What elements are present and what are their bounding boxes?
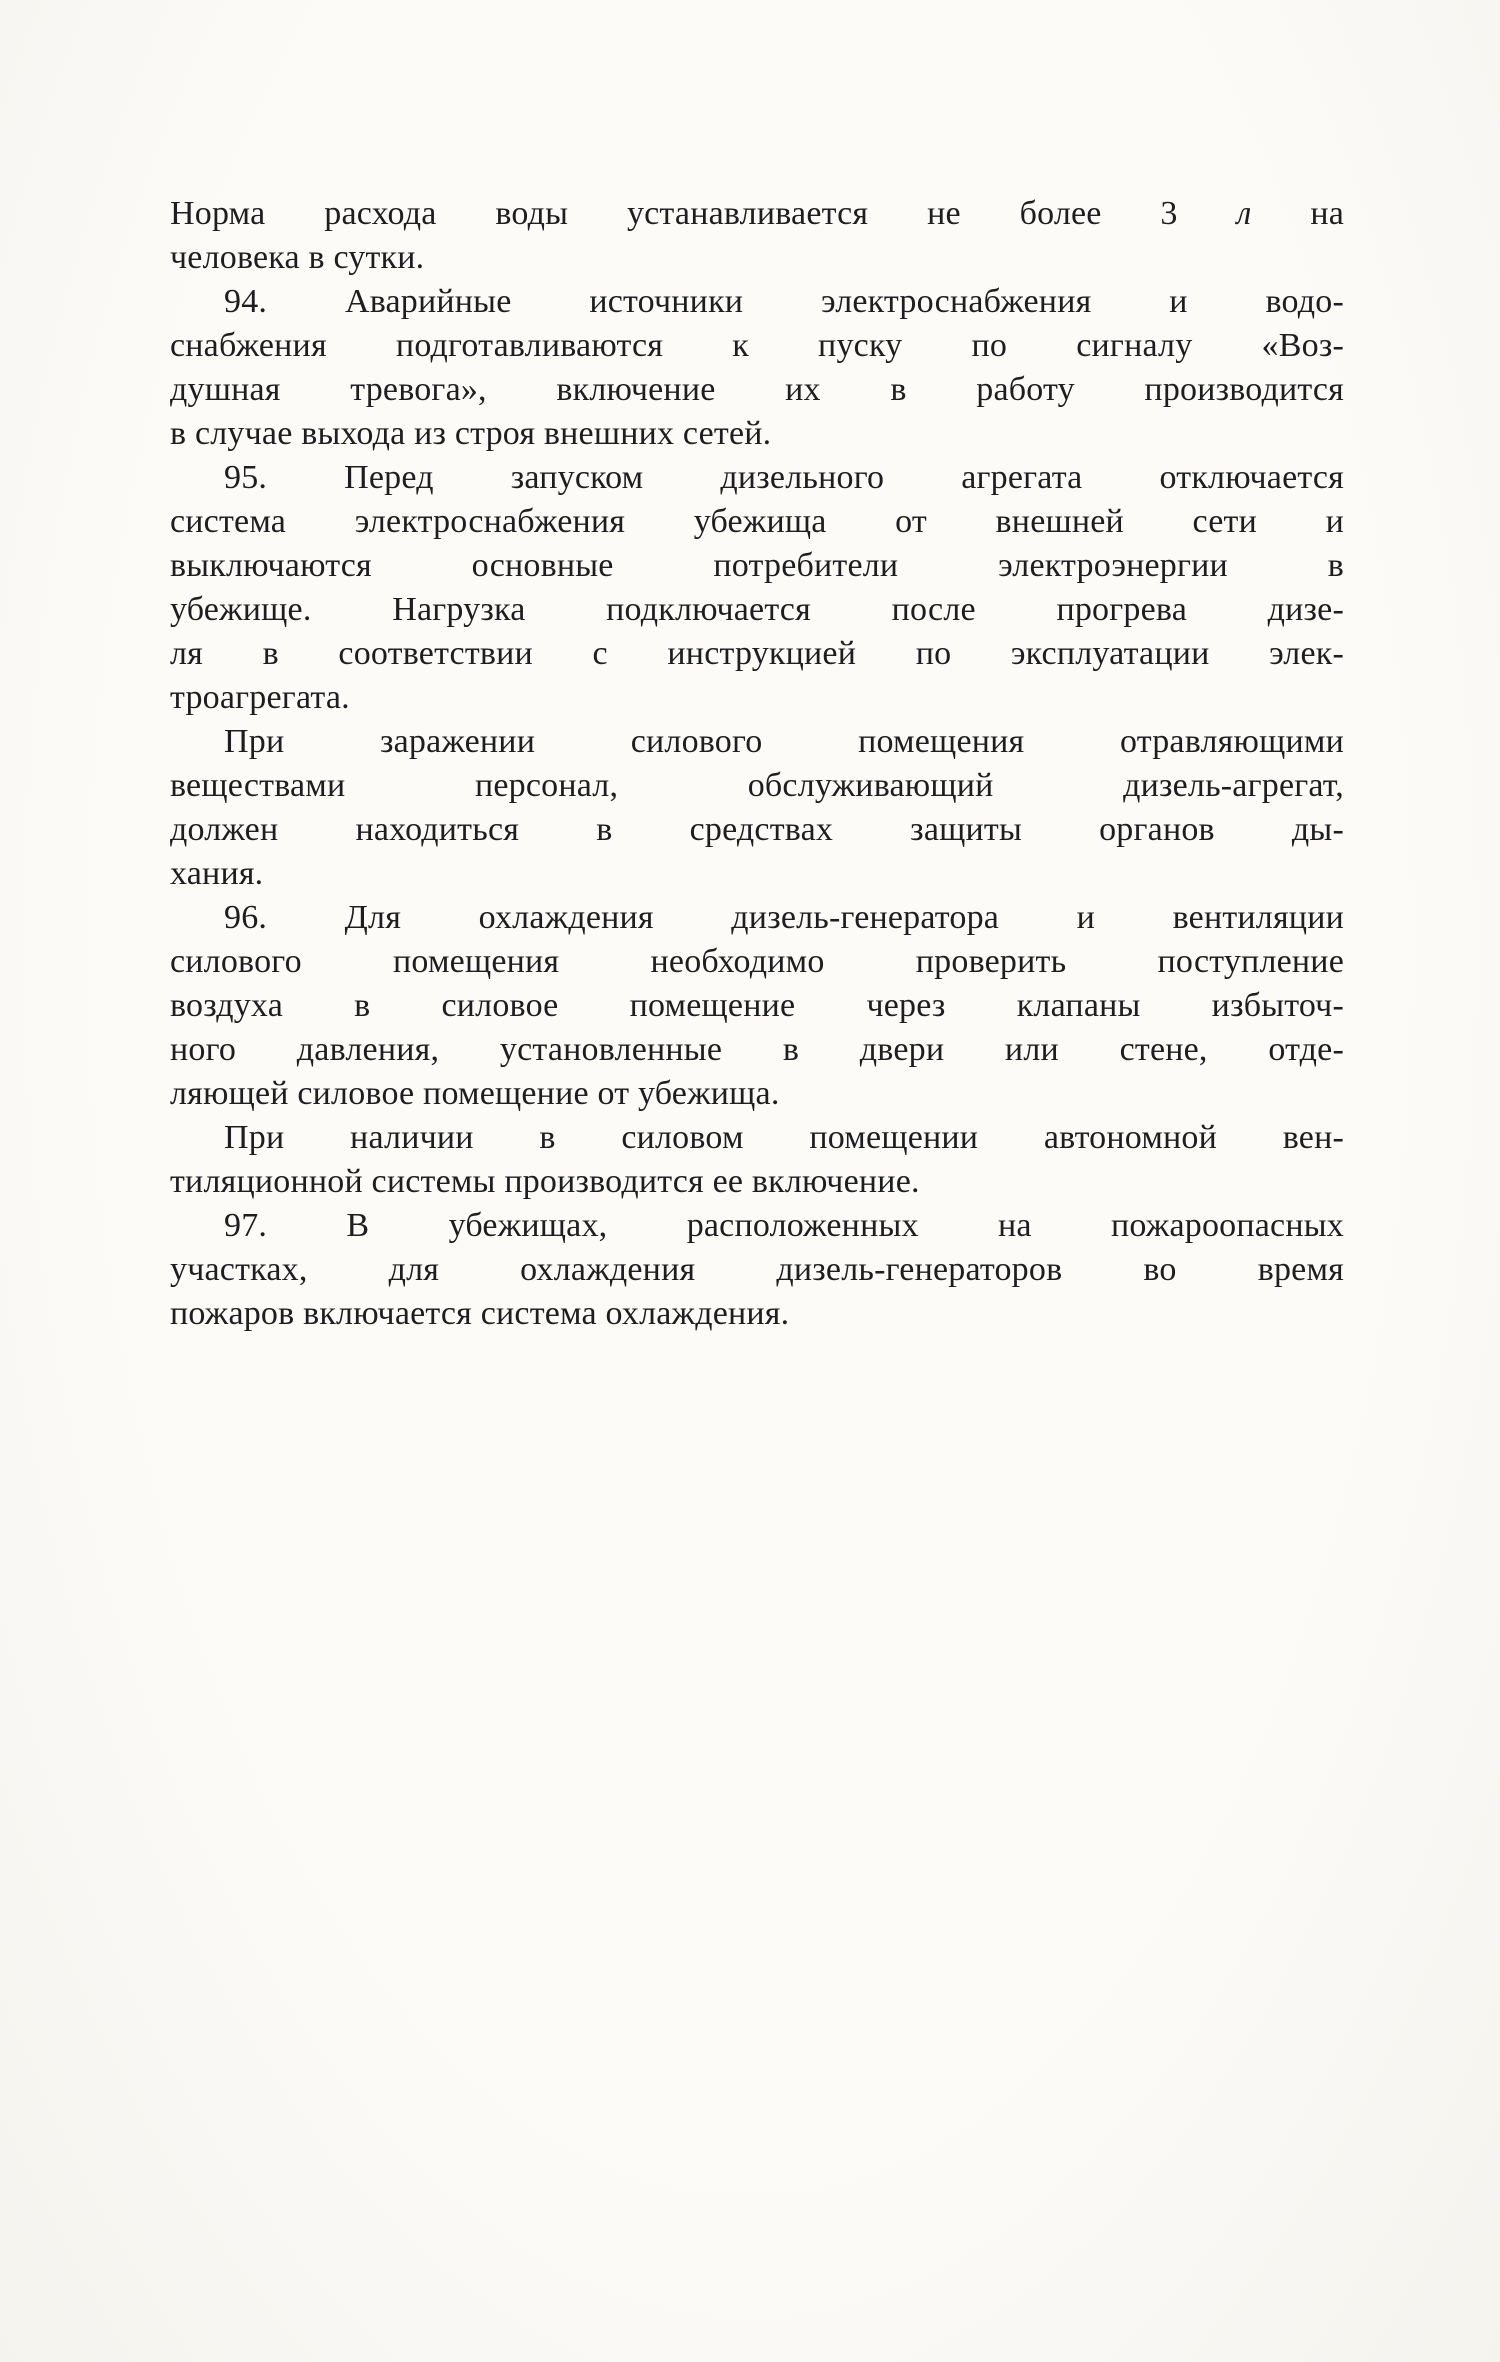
text-segment: система электроснабжения убежища от внешней сети и <box>170 503 1344 540</box>
text-line <box>170 1116 1344 1160</box>
text-line <box>170 324 1344 368</box>
text-line <box>170 544 1344 588</box>
text-line <box>170 764 1344 808</box>
text-line <box>170 588 1344 632</box>
text-segment: на <box>1251 195 1345 232</box>
text-segment: веществами персонал, обслуживающий дизель-агрегат, <box>170 767 1344 804</box>
text-line <box>170 896 1344 940</box>
text-segment: участках, для охлаждения дизель-генераторов во время <box>170 1251 1344 1288</box>
text-segment: При заражении силового помещения отравляющими <box>224 723 1344 760</box>
text-segment: силового помещения необходимо проверить поступление <box>170 943 1344 980</box>
italic-text-segment: л <box>1236 195 1252 232</box>
text-segment: пожаров включается система охлаждения. <box>170 1295 790 1332</box>
paragraph <box>170 720 1344 896</box>
text-segment: снабжения подготавливаются к пуску по сигналу «Воз- <box>170 327 1344 364</box>
text-line <box>170 368 1344 412</box>
text-line <box>170 500 1344 544</box>
paragraph <box>170 896 1344 1116</box>
text-line <box>170 1204 1344 1248</box>
text-line <box>170 632 1344 676</box>
text-line <box>170 456 1344 500</box>
text-segment: 97. В убежищах, расположенных на пожароопасных <box>224 1207 1344 1244</box>
text-line <box>170 1028 1344 1072</box>
text-line <box>170 1248 1344 1292</box>
text-line <box>170 412 1344 456</box>
text-segment: При наличии в силовом помещении автономной вен- <box>224 1119 1344 1156</box>
text-segment: воздуха в силовое помещение через клапаны избыточ- <box>170 987 1344 1024</box>
text-line <box>170 676 1344 720</box>
paragraph <box>170 1116 1344 1204</box>
paragraph <box>170 280 1344 456</box>
text-segment: ля в соответствии с инструкцией по эксплуатации элек- <box>170 635 1344 672</box>
text-segment: ляющей силовое помещение от убежища. <box>170 1075 780 1112</box>
text-segment: душная тревога», включение их в работу производится <box>170 371 1344 408</box>
text-line <box>170 1072 1344 1116</box>
text-line <box>170 236 1344 280</box>
text-line <box>170 984 1344 1028</box>
text-line <box>170 940 1344 984</box>
text-line <box>170 720 1344 764</box>
paragraph <box>170 192 1344 280</box>
text-line <box>170 192 1344 236</box>
text-segment: ного давления, установленные в двери или стене, отде- <box>170 1031 1344 1068</box>
text-line <box>170 1292 1344 1336</box>
text-line <box>170 852 1344 896</box>
text-segment: должен находиться в средствах защиты органов ды- <box>170 811 1344 848</box>
paragraph <box>170 456 1344 720</box>
text-segment: убежище. Нагрузка подключается после прогрева дизе- <box>170 591 1344 628</box>
text-segment: 95. Перед запуском дизельного агрегата отключается <box>224 459 1344 496</box>
text-segment: 96. Для охлаждения дизель-генератора и вентиляции <box>224 899 1344 936</box>
text-line <box>170 808 1344 852</box>
text-line <box>170 280 1344 324</box>
text-segment: выключаются основные потребители электроэнергии в <box>170 547 1344 584</box>
text-segment: Норма расхода воды устанавливается не более 3 <box>170 195 1237 232</box>
text-line <box>170 1160 1344 1204</box>
text-segment: человека в сутки. <box>170 239 425 276</box>
paragraph <box>170 1204 1344 1336</box>
text-block <box>170 192 1344 1336</box>
text-segment: троагрегата. <box>170 679 350 716</box>
text-segment: тиляционной системы производится ее включение. <box>170 1163 920 1200</box>
text-segment: хания. <box>170 855 264 892</box>
text-segment: в случае выхода из строя внешних сетей. <box>170 415 772 452</box>
text-segment: 94. Аварийные источники электроснабжения и водо- <box>224 283 1344 320</box>
